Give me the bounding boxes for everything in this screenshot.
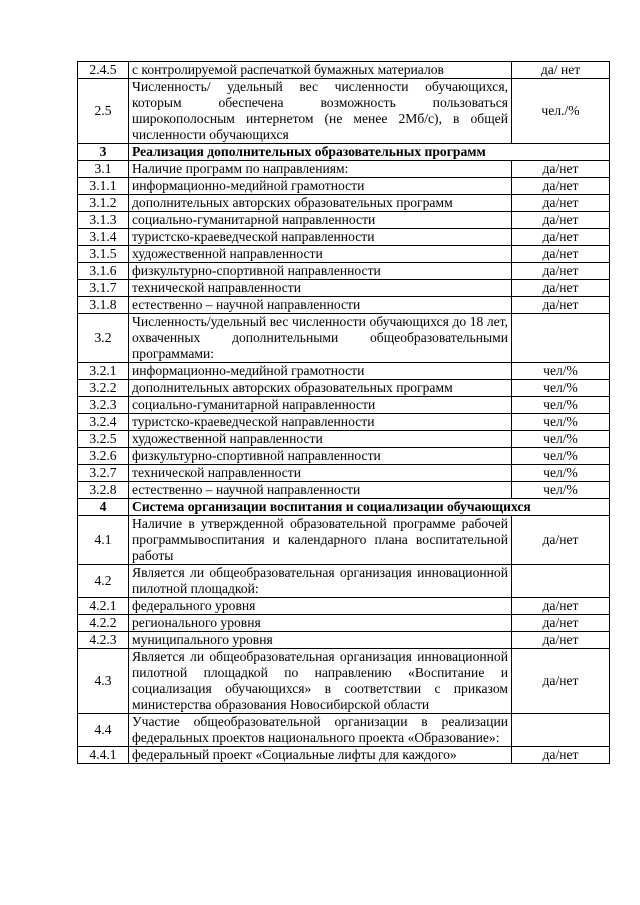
row-unit: да/нет	[512, 747, 610, 764]
row-indicator-text: федерального уровня	[129, 598, 512, 615]
row-number: 3.1.3	[78, 212, 129, 229]
table-row	[78, 632, 610, 649]
row-indicator-text: регионального уровня	[129, 615, 512, 632]
row-number: 3.2	[78, 314, 129, 363]
section-row	[78, 144, 610, 161]
row-number: 3.2.4	[78, 414, 129, 431]
row-number: 4.2	[78, 565, 129, 598]
row-unit: да/нет	[512, 246, 610, 263]
table-row	[78, 212, 610, 229]
row-unit: чел./%	[512, 79, 610, 144]
table-row	[78, 482, 610, 499]
row-number: 3.2.8	[78, 482, 129, 499]
row-number: 3.1	[78, 161, 129, 178]
row-number: 3.2.5	[78, 431, 129, 448]
row-unit: да/нет	[512, 649, 610, 714]
table-row	[78, 431, 610, 448]
row-unit: чел/%	[512, 431, 610, 448]
table-row	[78, 615, 610, 632]
table-row	[78, 178, 610, 195]
row-indicator-text: естественно – научной направленности	[129, 297, 512, 314]
row-number: 3.2.2	[78, 380, 129, 397]
row-indicator-text: естественно – научной направленности	[129, 482, 512, 499]
row-number: 4.4.1	[78, 747, 129, 764]
row-indicator-text: Наличие в утвержденной образовательной программе рабочей программывоспитания и календарного плана воспитательной работы	[129, 516, 512, 565]
table-row	[78, 516, 610, 565]
table-row	[78, 263, 610, 280]
row-number: 3.2.3	[78, 397, 129, 414]
row-number: 2.4.5	[78, 62, 129, 79]
row-indicator-text: Участие общеобразовательной организации в реализации федеральных проектов национального проекта «Образование»:	[129, 714, 512, 747]
row-indicator-text: социально-гуманитарной направленности	[129, 212, 512, 229]
row-unit: да/нет	[512, 615, 610, 632]
row-indicator-text: Реализация дополнительных образовательных программ	[129, 144, 610, 161]
row-number: 2.5	[78, 79, 129, 144]
table-row	[78, 297, 610, 314]
row-indicator-text: дополнительных авторских образовательных программ	[129, 195, 512, 212]
row-indicator-text: информационно-медийной грамотности	[129, 178, 512, 195]
table-row	[78, 598, 610, 615]
section-row	[78, 499, 610, 516]
table-row	[78, 397, 610, 414]
table-row	[78, 280, 610, 297]
table-row	[78, 649, 610, 714]
table-row	[78, 714, 610, 747]
row-unit	[512, 714, 610, 747]
row-unit: да/нет	[512, 229, 610, 246]
row-unit: да/нет	[512, 632, 610, 649]
table-row	[78, 314, 610, 363]
row-indicator-text: технической направленности	[129, 280, 512, 297]
row-number: 3	[78, 144, 129, 161]
table-row	[78, 195, 610, 212]
row-indicator-text: художественной направленности	[129, 246, 512, 263]
row-unit: да/нет	[512, 161, 610, 178]
row-number: 3.1.6	[78, 263, 129, 280]
table-row	[78, 62, 610, 79]
row-number: 4	[78, 499, 129, 516]
indicators-table	[77, 61, 610, 764]
row-indicator-text: с контролируемой распечаткой бумажных материалов	[129, 62, 512, 79]
row-number: 3.2.6	[78, 448, 129, 465]
row-number: 4.4	[78, 714, 129, 747]
row-unit	[512, 565, 610, 598]
table-row	[78, 246, 610, 263]
row-indicator-text: физкультурно-спортивной направленности	[129, 263, 512, 280]
row-number: 4.2.3	[78, 632, 129, 649]
row-number: 3.1.7	[78, 280, 129, 297]
row-indicator-text: Является ли общеобразовательная организация инновационной пилотной площадкой:	[129, 565, 512, 598]
row-indicator-text: муниципального уровня	[129, 632, 512, 649]
row-indicator-text: туристско-краеведческой направленности	[129, 414, 512, 431]
row-number: 3.1.1	[78, 178, 129, 195]
row-unit: чел/%	[512, 380, 610, 397]
table-row	[78, 414, 610, 431]
row-number: 4.2.2	[78, 615, 129, 632]
row-indicator-text: Является ли общеобразовательная организация инновационной пилотной площадкой по направлению «Воспитание и социализация обучающихся» в соответствии с приказом министерства образования Новосибирской области	[129, 649, 512, 714]
row-indicator-text: туристско-краеведческой направленности	[129, 229, 512, 246]
row-indicator-text: дополнительных авторских образовательных программ	[129, 380, 512, 397]
row-number: 3.1.8	[78, 297, 129, 314]
row-indicator-text: Система организации воспитания и социализации обучающихся	[129, 499, 610, 516]
table-row	[78, 79, 610, 144]
row-unit: да/нет	[512, 178, 610, 195]
row-number: 4.3	[78, 649, 129, 714]
row-unit: чел/%	[512, 363, 610, 380]
table-row	[78, 363, 610, 380]
row-indicator-text: физкультурно-спортивной направленности	[129, 448, 512, 465]
row-unit: да/нет	[512, 212, 610, 229]
table-row	[78, 380, 610, 397]
row-indicator-text: Наличие программ по направлениям:	[129, 161, 512, 178]
row-indicator-text: технической направленности	[129, 465, 512, 482]
table-row	[78, 465, 610, 482]
row-number: 3.1.2	[78, 195, 129, 212]
table-row	[78, 747, 610, 764]
table-row	[78, 161, 610, 178]
row-unit: чел/%	[512, 414, 610, 431]
row-unit: да/нет	[512, 297, 610, 314]
row-indicator-text: Численность/удельный вес численности обучающихся до 18 лет, охваченных дополнительными общеобразовательными программами:	[129, 314, 512, 363]
table-body	[78, 62, 610, 764]
row-unit: да/нет	[512, 195, 610, 212]
row-indicator-text: федеральный проект «Социальные лифты для каждого»	[129, 747, 512, 764]
row-indicator-text: информационно-медийной грамотности	[129, 363, 512, 380]
row-unit: да/нет	[512, 516, 610, 565]
table-row	[78, 448, 610, 465]
row-indicator-text: социально-гуманитарной направленности	[129, 397, 512, 414]
table-row	[78, 565, 610, 598]
row-unit: чел/%	[512, 482, 610, 499]
row-unit	[512, 314, 610, 363]
row-unit: да/нет	[512, 598, 610, 615]
row-unit: да/нет	[512, 280, 610, 297]
table-row	[78, 229, 610, 246]
row-unit: чел/%	[512, 397, 610, 414]
row-number: 3.1.5	[78, 246, 129, 263]
row-unit: чел/%	[512, 448, 610, 465]
row-unit: да/нет	[512, 263, 610, 280]
row-unit: да/ нет	[512, 62, 610, 79]
row-number: 3.2.7	[78, 465, 129, 482]
row-number: 4.2.1	[78, 598, 129, 615]
row-number: 4.1	[78, 516, 129, 565]
row-number: 3.1.4	[78, 229, 129, 246]
row-indicator-text: художественной направленности	[129, 431, 512, 448]
row-indicator-text: Численность/ удельный вес численности обучающихся, которым обеспечена возможность пользоваться широкополосным интернетом (не менее 2Мб/с), в общей численности обучающихся	[129, 79, 512, 144]
row-unit: чел/%	[512, 465, 610, 482]
row-number: 3.2.1	[78, 363, 129, 380]
